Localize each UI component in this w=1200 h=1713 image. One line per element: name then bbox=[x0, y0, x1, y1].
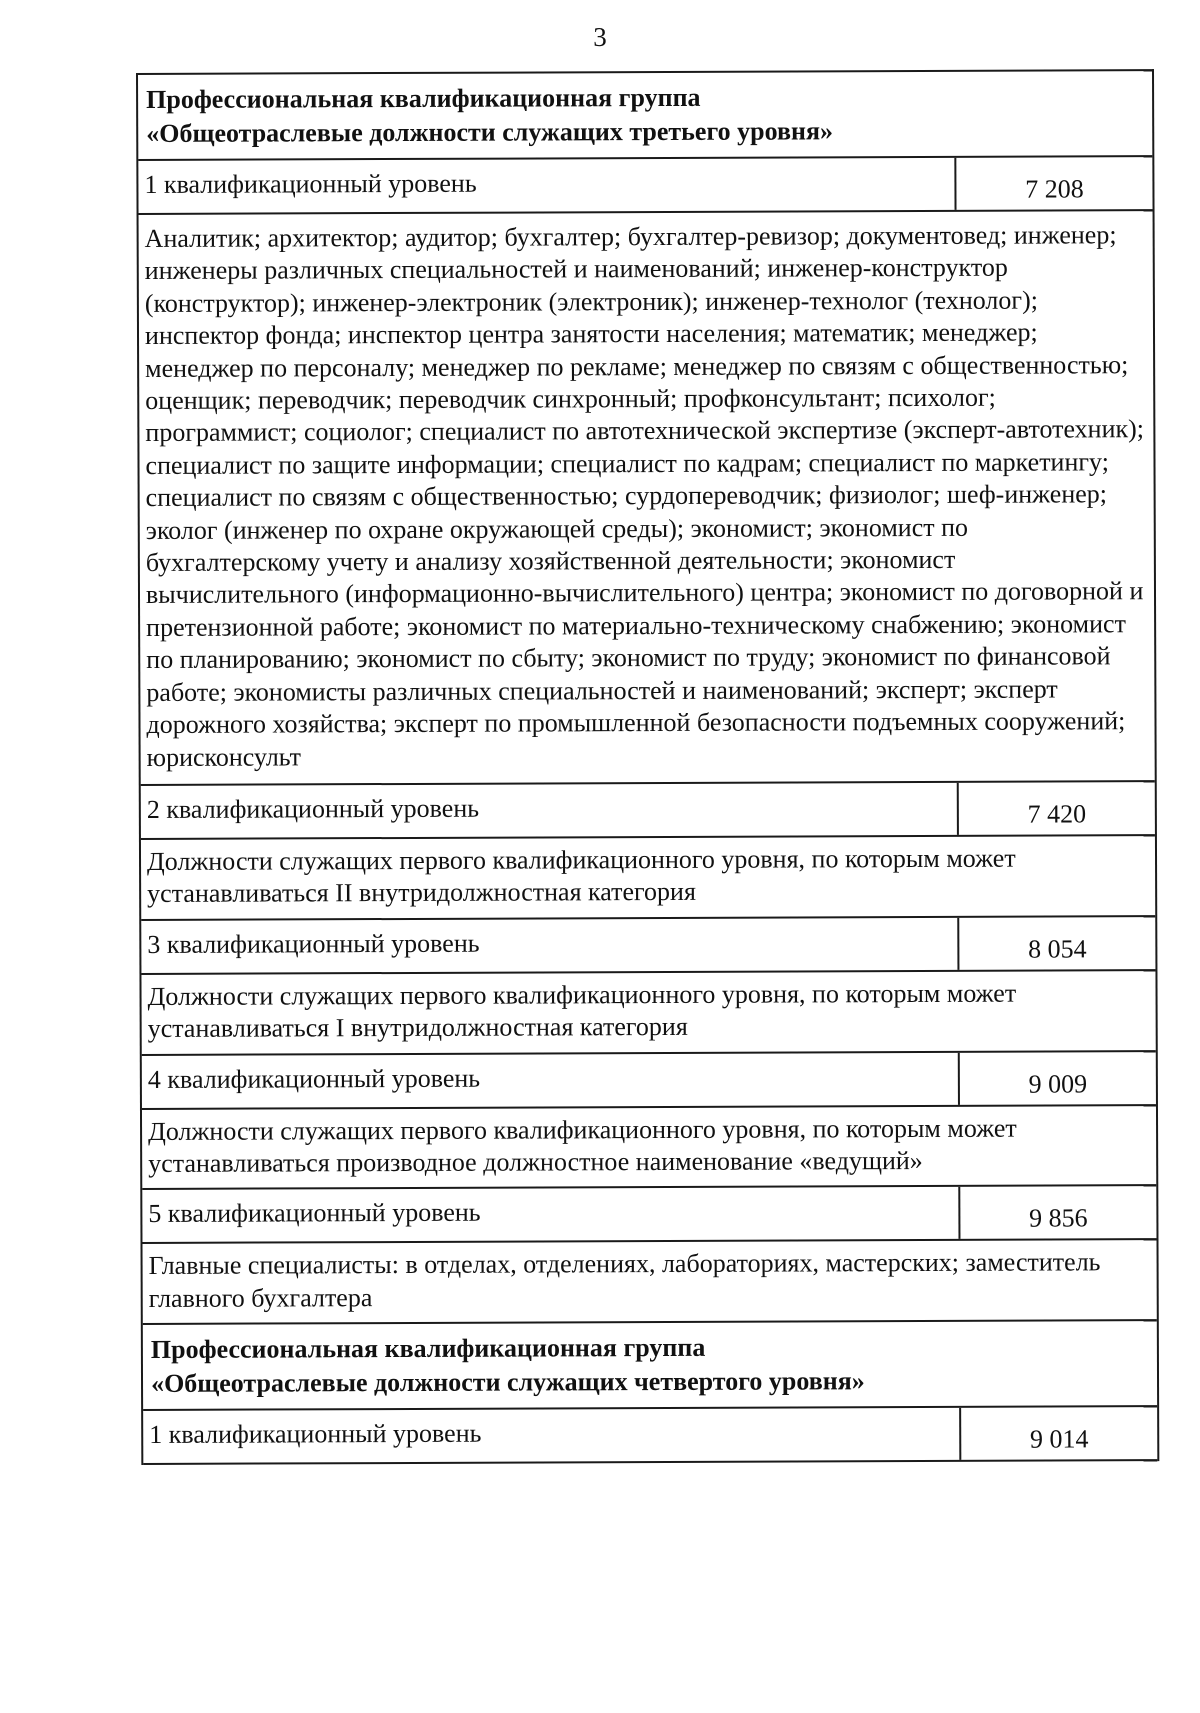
level-description: Должности служащих первого квалификационного уровня, по которым может устанавливаться I внутридолжностная категория bbox=[141, 971, 1155, 1056]
level-row bbox=[143, 1407, 1157, 1465]
group-title: Профессиональная квалификационная группа bbox=[150, 1332, 706, 1365]
level-description: Главные специалисты: в отделах, отделениях, лабораториях, мастерских; заместитель главного бухгалтера bbox=[142, 1240, 1156, 1325]
level-description: Аналитик; архитектор; аудитор; бухгалтер; бухгалтер-ревизор; документовед; инженер; инженеры различных специальностей и наименований; инженер-конструктор (конструктор); инженер-электроник (электроник); инженер-технолог (технолог); инспектор фонда; инспектор центра занятости населения; математик; менеджер; менеджер по персоналу; менеджер по рекламе; менеджер по связям с общественностью; оценщик; переводчик; переводчик синхронный; профконсультант; психолог; программист; социолог; специалист по автотехнической экспертизе (эксперт-автотехник); специалист по защите информации; специалист по кадрам; специалист по маркетингу; специалист по связям с общественностью; сурдопереводчик; физиолог; шеф-инженер; эколог (инженер по охране окружающей среды); экономист; экономист по бухгалтерскому учету и анализу хозяйственной деятельности; экономист вычислительного (информационно-вычислительного) центра; экономист по договорной и претензионной работе; экономист по материально-техническому снабжению; экономист по планированию; экономист по сбыту; экономист по труду; экономист по финансовой работе; экономисты различных специальностей и наименований; эксперт; эксперт дорожного хозяйства; эксперт по промышленной безопасности подъемных сооружений; юрисконсульт bbox=[139, 211, 1155, 786]
group-header bbox=[143, 1321, 1157, 1411]
level-salary: 7 420 bbox=[1027, 799, 1087, 829]
level-salary: 7 208 bbox=[1025, 174, 1084, 204]
group-header bbox=[138, 71, 1152, 161]
group-subtitle: «Общеотраслевые должности служащих четвертого уровня» bbox=[150, 1366, 865, 1399]
level-salary: 9 009 bbox=[1028, 1068, 1088, 1099]
level-row bbox=[142, 1186, 1156, 1244]
level-description: Должности служащих первого квалификационного уровня, по которым может устанавливаться производное должностное наименование «ведущий» bbox=[142, 1106, 1156, 1191]
page-number: 3 bbox=[593, 22, 607, 52]
level-row bbox=[141, 782, 1155, 840]
level-row bbox=[141, 917, 1155, 975]
level-label: 5 квалификационный уровень bbox=[142, 1187, 960, 1242]
level-label: 1 квалификационный уровень bbox=[143, 1408, 961, 1463]
group-title: Профессиональная квалификационная группа bbox=[146, 82, 701, 114]
level-label: 3 квалификационный уровень bbox=[141, 918, 959, 973]
group-subtitle: «Общеотраслевые должности служащих третьего уровня» bbox=[146, 116, 834, 148]
level-salary: 8 054 bbox=[1028, 934, 1087, 964]
level-row bbox=[138, 157, 1152, 215]
level-label: 2 квалификационный уровень bbox=[141, 783, 959, 838]
level-label: 4 квалификационный уровень bbox=[142, 1052, 960, 1107]
level-description: Должности служащих первого квалификационного уровня, по которым может устанавливаться II внутридолжностная категория bbox=[141, 836, 1155, 921]
level-salary: 9 856 bbox=[1029, 1203, 1088, 1233]
level-row bbox=[142, 1052, 1156, 1110]
level-label: 1 квалификационный уровень bbox=[138, 158, 956, 213]
level-salary: 9 014 bbox=[1029, 1424, 1089, 1454]
qualification-table bbox=[136, 69, 1159, 1465]
